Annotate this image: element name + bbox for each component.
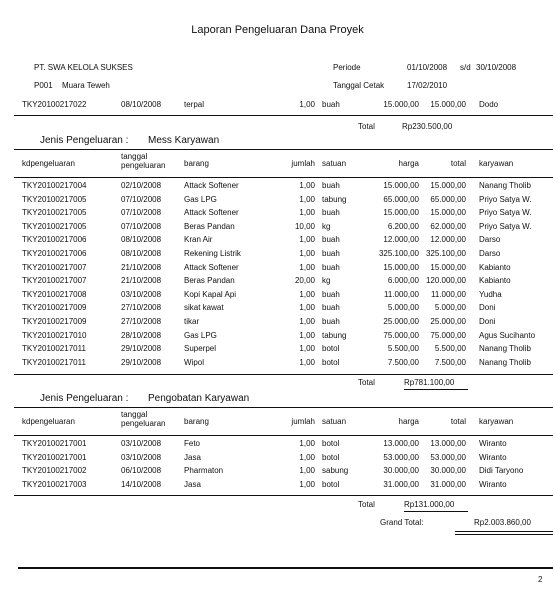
cell-karyawan: Nanang Tholib [479, 357, 531, 367]
cell-jumlah: 10,00 [294, 221, 315, 231]
subtotal-label: Total [358, 122, 375, 131]
cell-harga: 30.000,00 [383, 466, 419, 476]
cell-harga: 15.000,00 [383, 262, 419, 272]
header-jumlah: jumlah [291, 417, 315, 426]
cell-barang: Attack Softener [184, 262, 239, 272]
cell-satuan: botol [322, 344, 340, 354]
cell-satuan: buah [322, 249, 340, 258]
cell-total: 5.500,00 [434, 344, 466, 354]
cell-jumlah: 1,00 [299, 466, 315, 476]
cell-total: 65.000,00 [430, 194, 466, 204]
project-name: Muara Teweh [62, 81, 110, 90]
divider-line [14, 115, 553, 116]
cell-tanggal: 07/10/2008 [121, 221, 162, 231]
cell-tanggal: 02/10/2008 [121, 181, 162, 190]
cell-total: 15.000,00 [430, 181, 466, 190]
cell-barang: terpal [184, 100, 205, 109]
cell-total: 75.000,00 [430, 330, 466, 340]
header-bottom-rule [14, 435, 553, 436]
cell-satuan: buah [322, 303, 340, 313]
cell-total: 13.000,00 [430, 439, 466, 448]
cell-karyawan: Wiranto [479, 439, 507, 448]
cell-jumlah: 1,00 [299, 303, 315, 313]
period-from: 01/10/2008 [407, 63, 448, 72]
cell-karyawan: Priyo Satya W. [479, 221, 532, 231]
cell-total: 325.100,00 [425, 249, 466, 258]
cell-karyawan: Kabianto [479, 276, 511, 286]
cell-tanggal: 03/10/2008 [121, 452, 162, 462]
cell-harga: 13.000,00 [383, 439, 419, 448]
subtotal-value: Rp230.500,00 [402, 122, 453, 131]
cell-barang: Superpel [184, 344, 217, 354]
cell-harga: 15.000,00 [383, 181, 419, 190]
total-underline [404, 389, 468, 390]
cell-harga: 11.000,00 [384, 289, 419, 299]
section-end-rule [14, 495, 553, 496]
table-row [0, 344, 555, 356]
cell-kode: TKY20100217007 [22, 262, 87, 272]
cell-barang: Beras Pandan [184, 276, 235, 286]
header-tanggal-1: tanggal [121, 410, 148, 419]
header-harga: harga [398, 159, 419, 168]
table-row [0, 249, 555, 261]
cell-tanggal: 03/10/2008 [121, 289, 162, 299]
header-kode: kdpengeluaran [22, 417, 75, 426]
table-row [0, 222, 555, 234]
cell-barang: Rekening Listrik [184, 249, 241, 258]
cell-karyawan: Dodo [479, 100, 499, 109]
cell-kode: TKY20100217006 [22, 249, 87, 258]
cell-tanggal: 27/10/2008 [121, 303, 162, 313]
period-to: 30/10/2008 [476, 63, 517, 72]
cell-tanggal: 21/10/2008 [121, 262, 162, 272]
header-tanggal-1: tanggal [121, 152, 148, 161]
cell-karyawan: Nanang Tholib [479, 344, 531, 354]
grand-total-value: Rp2.003.860,00 [474, 518, 531, 527]
print-date: 17/02/2010 [407, 81, 448, 90]
section-total-label: Total [358, 378, 375, 387]
cell-kode: TKY20100217011 [22, 357, 86, 367]
cell-karyawan: Priyo Satya W. [479, 208, 532, 218]
cell-barang: Attack Softener [184, 181, 239, 190]
cell-tanggal: 07/10/2008 [121, 208, 162, 218]
cell-harga: 7.500,00 [387, 357, 419, 367]
cell-satuan: botol [322, 357, 340, 367]
cell-jumlah: 1,00 [299, 344, 315, 354]
table-header [0, 150, 555, 174]
section-label: Jenis Pengeluaran : [40, 135, 129, 146]
cell-harga: 15.000,00 [383, 100, 419, 109]
cell-satuan: buah [322, 208, 340, 218]
table-row [0, 235, 555, 247]
cell-kode: TKY20100217009 [22, 303, 87, 313]
grand-total-label: Grand Total: [380, 518, 424, 527]
cell-kode: TKY20100217022 [22, 100, 87, 109]
project-code: P001 [34, 81, 53, 90]
section-total-label: Total [358, 500, 375, 509]
cell-total: 15.000,00 [430, 262, 466, 272]
cell-tanggal: 21/10/2008 [121, 276, 162, 286]
cell-karyawan: Doni [479, 303, 496, 313]
cell-satuan: buah [322, 262, 340, 272]
cell-tanggal: 29/10/2008 [121, 344, 162, 354]
period-label: Periode [333, 63, 361, 72]
table-header [0, 408, 555, 432]
cell-karyawan: Agus Sucihanto [479, 330, 536, 340]
cell-karyawan: Kabianto [479, 262, 511, 272]
cell-kode: TKY20100217010 [22, 330, 87, 340]
cell-kode: TKY20100217001 [22, 439, 87, 448]
cell-jumlah: 1,00 [299, 479, 315, 489]
table-row [0, 195, 555, 207]
company-name: PT. SWA KELOLA SUKSES [34, 63, 133, 72]
section-name: Pengobatan Karyawan [148, 393, 250, 404]
cell-satuan: buah [322, 289, 340, 299]
header-bottom-rule [14, 177, 553, 178]
table-row [0, 100, 555, 112]
page-number: 2 [538, 575, 543, 584]
cell-jumlah: 1,00 [299, 208, 315, 218]
cell-karyawan: Yudha [479, 289, 502, 299]
cell-harga: 12.000,00 [383, 235, 419, 245]
header-total: total [450, 159, 466, 168]
cell-karyawan: Darso [479, 249, 501, 258]
cell-jumlah: 1,00 [299, 235, 315, 245]
cell-kode: TKY20100217011 [22, 344, 86, 354]
cell-harga: 75.000,00 [383, 330, 419, 340]
cell-jumlah: 1,00 [299, 452, 315, 462]
cell-total: 53.000,00 [430, 452, 466, 462]
cell-barang: Feto [184, 439, 201, 448]
section-total-value: Rp781.100,00 [404, 378, 455, 387]
cell-karyawan: Nanang Tholib [479, 181, 531, 190]
cell-kode: TKY20100217001 [22, 452, 87, 462]
header-kode: kdpengeluaran [22, 159, 75, 168]
cell-jumlah: 1,00 [299, 357, 315, 367]
cell-barang: Jasa [184, 452, 201, 462]
cell-jumlah: 1,00 [299, 317, 315, 326]
cell-harga: 6.200,00 [387, 221, 419, 231]
cell-tanggal: 08/10/2008 [121, 249, 162, 258]
period-separator: s/d [460, 63, 471, 72]
section-name: Mess Karyawan [148, 135, 220, 146]
cell-satuan: botol [322, 452, 340, 462]
table-row [0, 480, 555, 492]
table-row [0, 317, 555, 329]
section-label: Jenis Pengeluaran : [40, 393, 129, 404]
cell-barang: sikat kawat [184, 303, 224, 313]
cell-total: 31.000,00 [430, 479, 466, 489]
cell-barang: tikar [184, 317, 200, 326]
table-row [0, 290, 555, 302]
cell-kode: TKY20100217008 [22, 289, 87, 299]
cell-total: 11.000,00 [431, 289, 466, 299]
table-row [0, 303, 555, 315]
cell-jumlah: 20,00 [294, 276, 315, 286]
cell-tanggal: 03/10/2008 [121, 439, 162, 448]
cell-tanggal: 29/10/2008 [121, 357, 162, 367]
header-karyawan: karyawan [479, 159, 514, 168]
section-end-rule [14, 374, 553, 375]
cell-total: 7.500,00 [434, 357, 466, 367]
cell-total: 5.000,00 [434, 303, 466, 313]
header-harga: harga [398, 417, 419, 426]
cell-tanggal: 28/10/2008 [121, 330, 162, 340]
cell-satuan: buah [322, 181, 340, 190]
cell-satuan: buah [322, 317, 340, 326]
cell-jumlah: 1,00 [299, 249, 315, 258]
cell-total: 62.000,00 [430, 221, 466, 231]
cell-total: 30.000,00 [430, 466, 466, 476]
cell-harga: 5.500,00 [387, 344, 419, 354]
cell-jumlah: 1,00 [299, 181, 315, 190]
cell-barang: Jasa [184, 479, 201, 489]
cell-barang: Gas LPG [184, 194, 217, 204]
cell-karyawan: Wiranto [479, 452, 507, 462]
cell-total: 15.000,00 [430, 100, 466, 109]
cell-kode: TKY20100217004 [22, 181, 87, 190]
cell-jumlah: 1,00 [299, 194, 315, 204]
header-barang: barang [184, 417, 209, 426]
cell-kode: TKY20100217005 [22, 221, 87, 231]
footer-rule [18, 567, 553, 569]
report-title: Laporan Pengeluaran Dana Proyek [191, 24, 364, 36]
cell-harga: 65.000,00 [383, 194, 419, 204]
cell-satuan: tabung [322, 194, 347, 204]
cell-harga: 31.000,00 [383, 479, 419, 489]
cell-tanggal: 27/10/2008 [121, 317, 162, 326]
total-underline [404, 511, 468, 512]
cell-karyawan: Wiranto [479, 479, 507, 489]
cell-kode: TKY20100217009 [22, 317, 87, 326]
cell-satuan: sabung [322, 466, 349, 476]
cell-barang: Attack Softener [184, 208, 239, 218]
cell-harga: 53.000,00 [383, 452, 419, 462]
cell-jumlah: 1,00 [299, 100, 315, 109]
table-row [0, 276, 555, 288]
cell-jumlah: 1,00 [299, 262, 315, 272]
cell-kode: TKY20100217005 [22, 208, 87, 218]
cell-total: 25.000,00 [430, 317, 466, 326]
table-row [0, 181, 555, 193]
cell-karyawan: Didi Taryono [479, 466, 524, 476]
cell-tanggal: 14/10/2008 [121, 479, 162, 489]
cell-jumlah: 1,00 [299, 439, 315, 448]
cell-satuan: botol [322, 479, 340, 489]
header-satuan: satuan [322, 159, 347, 168]
cell-karyawan: Doni [479, 317, 496, 326]
table-row [0, 358, 555, 370]
header-satuan: satuan [322, 417, 347, 426]
cell-satuan: buah [322, 235, 340, 245]
cell-jumlah: 1,00 [299, 330, 315, 340]
cell-tanggal: 06/10/2008 [121, 466, 162, 476]
cell-kode: TKY20100217006 [22, 235, 87, 245]
cell-total: 15.000,00 [430, 208, 466, 218]
cell-kode: TKY20100217003 [22, 479, 87, 489]
cell-barang: Beras Pandan [184, 221, 235, 231]
cell-karyawan: Priyo Satya W. [479, 194, 532, 204]
table-row [0, 208, 555, 220]
cell-kode: TKY20100217002 [22, 466, 87, 476]
cell-jumlah: 1,00 [299, 289, 315, 299]
cell-total: 12.000,00 [430, 235, 466, 245]
table-row [0, 263, 555, 275]
cell-total: 120.000,00 [425, 276, 466, 286]
grand-total-rule-2 [455, 534, 553, 535]
cell-kode: TKY20100217005 [22, 194, 87, 204]
header-karyawan: karyawan [479, 417, 514, 426]
cell-tanggal: 07/10/2008 [121, 194, 162, 204]
cell-tanggal: 08/10/2008 [121, 235, 162, 245]
grand-total-rule-1 [455, 531, 553, 532]
cell-satuan: kg [322, 221, 331, 231]
print-date-label: Tanggal Cetak [333, 81, 385, 90]
cell-satuan: kg [322, 276, 331, 286]
cell-harga: 25.000,00 [383, 317, 419, 326]
cell-barang: Gas LPG [184, 330, 217, 340]
cell-kode: TKY20100217007 [22, 276, 87, 286]
cell-barang: Pharmaton [184, 466, 224, 476]
header-tanggal-2: pengeluaran [121, 419, 166, 428]
cell-harga: 15.000,00 [383, 208, 419, 218]
cell-satuan: tabung [322, 330, 347, 340]
section-total-value: Rp131.000,00 [404, 500, 455, 509]
table-row [0, 439, 555, 451]
table-row [0, 453, 555, 465]
table-row [0, 331, 555, 343]
cell-satuan: botol [322, 439, 340, 448]
cell-satuan: buah [322, 100, 340, 109]
cell-barang: Kopi Kapal Api [184, 289, 237, 299]
header-jumlah: jumlah [291, 159, 315, 168]
cell-karyawan: Darso [479, 235, 501, 245]
cell-barang: Wipol [184, 357, 205, 367]
header-total: total [450, 417, 466, 426]
cell-barang: Kran Air [184, 235, 213, 245]
table-row [0, 466, 555, 478]
header-barang: barang [184, 159, 209, 168]
cell-harga: 325.100,00 [378, 249, 419, 258]
cell-harga: 5.000,00 [387, 303, 419, 313]
cell-tanggal: 08/10/2008 [121, 100, 162, 109]
header-tanggal-2: pengeluaran [121, 161, 166, 170]
cell-harga: 6.000,00 [387, 276, 419, 286]
